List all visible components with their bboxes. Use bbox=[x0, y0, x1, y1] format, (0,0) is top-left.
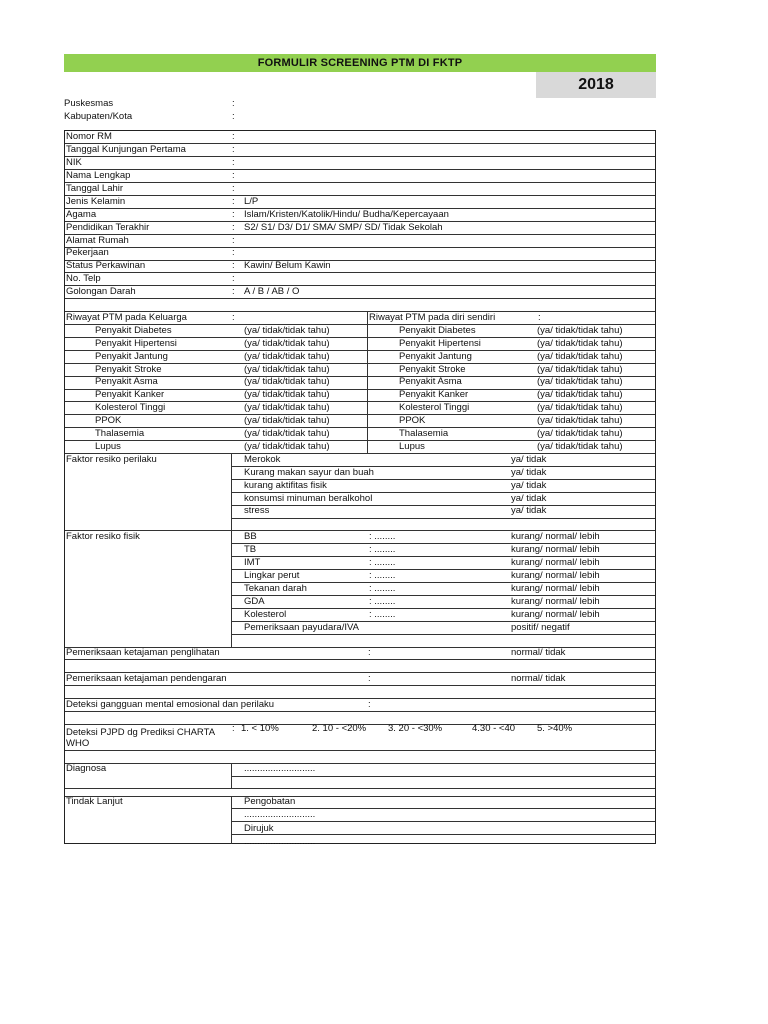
identity-colon: : bbox=[232, 195, 235, 207]
behavior-risk-label: Kurang makan sayur dan buah bbox=[244, 466, 374, 478]
self-history-colon: : bbox=[538, 311, 541, 323]
pjpd-option[interactable]: 1. < 10% bbox=[241, 723, 279, 735]
identity-colon: : bbox=[232, 170, 235, 181]
follow-up-referral-field[interactable]: ........................... bbox=[244, 835, 316, 847]
riwayat-divider bbox=[367, 312, 368, 454]
self-disease-option[interactable]: (ya/ tidak/tidak tahu) bbox=[537, 402, 623, 414]
diagnosis-divider bbox=[231, 763, 232, 789]
identity-colon: : bbox=[232, 273, 235, 285]
identity-label: Alamat Rumah bbox=[66, 234, 129, 246]
physical-risk-dots[interactable]: : ........ bbox=[369, 531, 396, 543]
row-divider bbox=[65, 788, 655, 789]
row-divider bbox=[65, 337, 655, 338]
screening-form-table bbox=[64, 130, 656, 847]
family-disease-label: Penyakit Stroke bbox=[95, 363, 162, 375]
identity-value[interactable]: L/P bbox=[244, 195, 259, 207]
family-disease-label: Penyakit Asma bbox=[95, 376, 158, 388]
identity-colon: : bbox=[232, 208, 235, 220]
exam-option[interactable]: normal/ tidak bbox=[511, 673, 566, 685]
pjpd-option[interactable]: 2. 10 - <20% bbox=[312, 723, 367, 735]
diagnosis-label: Diagnosa bbox=[66, 763, 107, 775]
self-disease-option[interactable]: (ya/ tidak/tidak tahu) bbox=[537, 337, 623, 349]
row-divider bbox=[65, 324, 655, 325]
row-divider bbox=[65, 659, 655, 660]
identity-label: Tanggal Lahir bbox=[66, 182, 124, 194]
identity-label: Nama Lengkap bbox=[66, 170, 131, 181]
physical-risk-label: BB bbox=[244, 531, 257, 543]
physical-risk-dots[interactable]: : ........ bbox=[369, 595, 396, 607]
family-disease-option[interactable]: (ya/ tidak/tidak tahu) bbox=[244, 440, 330, 452]
pjpd-option[interactable]: 5. >40% bbox=[537, 723, 573, 735]
behavior-risk-option[interactable]: ya/ tidak bbox=[511, 466, 547, 478]
kabupaten-label: Kabupaten/Kota bbox=[64, 111, 133, 122]
puskesmas-colon: : bbox=[232, 98, 235, 109]
pjpd-label: Deteksi PJPD dg Prediksi CHARTA bbox=[66, 727, 216, 739]
row-divider bbox=[231, 776, 655, 777]
diagnosis-field[interactable]: ........................... bbox=[244, 763, 316, 775]
family-disease-label: Penyakit Diabetes bbox=[95, 324, 172, 336]
identity-value[interactable]: Kawin/ Belum Kawin bbox=[244, 260, 331, 272]
physical-risk-option[interactable]: kurang/ normal/ lebih bbox=[511, 608, 600, 620]
row-divider bbox=[65, 376, 655, 377]
identity-colon: : bbox=[232, 260, 235, 272]
family-disease-label: Lupus bbox=[95, 440, 121, 452]
self-disease-option[interactable]: (ya/ tidak/tidak tahu) bbox=[537, 389, 623, 401]
family-disease-label: Penyakit Kanker bbox=[95, 389, 165, 401]
physical-risk-label: Kolesterol bbox=[244, 608, 287, 620]
physical-risk-dots[interactable]: : ........ bbox=[369, 544, 396, 556]
pjpd-label-who: WHO bbox=[66, 737, 90, 749]
family-disease-option[interactable]: (ya/ tidak/tidak tahu) bbox=[244, 324, 330, 336]
row-divider bbox=[65, 247, 655, 248]
family-disease-option[interactable]: (ya/ tidak/tidak tahu) bbox=[244, 428, 330, 439]
identity-label: Pekerjaan bbox=[66, 247, 109, 259]
identity-colon: : bbox=[232, 247, 235, 259]
identity-value[interactable]: A / B / AB / O bbox=[244, 286, 300, 298]
self-history-title: Riwayat PTM pada diri sendiri bbox=[369, 311, 496, 323]
row-divider bbox=[65, 272, 655, 273]
row-divider bbox=[65, 401, 655, 402]
identity-value[interactable]: S2/ S1/ D3/ D1/ SMA/ SMP/ SD/ Tidak Sekolah bbox=[244, 221, 443, 233]
physical-risk-option[interactable]: kurang/ normal/ lebih bbox=[511, 569, 600, 581]
row-divider bbox=[65, 298, 655, 299]
row-divider bbox=[231, 821, 655, 822]
row-divider bbox=[65, 350, 655, 351]
self-disease-label: Penyakit Asma bbox=[399, 376, 462, 388]
family-disease-label: Kolesterol Tinggi bbox=[95, 402, 166, 414]
year-label: 2018 bbox=[536, 72, 656, 98]
physical-risk-label: Pemeriksaan payudara/IVA bbox=[244, 621, 359, 633]
behavior-risk-option[interactable]: ya/ tidak bbox=[511, 492, 547, 504]
physical-risk-label: Lingkar perut bbox=[244, 569, 300, 581]
self-disease-label: Thalasemia bbox=[399, 428, 449, 439]
physical-risk-option[interactable]: positif/ negatif bbox=[511, 621, 570, 633]
physical-risk-dots[interactable]: : ........ bbox=[369, 569, 396, 581]
row-divider bbox=[231, 634, 655, 635]
physical-risk-dots[interactable]: : ........ bbox=[369, 608, 396, 620]
physical-risk-option[interactable]: kurang/ normal/ lebih bbox=[511, 557, 600, 568]
identity-label: No. Telp bbox=[66, 273, 101, 285]
self-disease-option[interactable]: (ya/ tidak/tidak tahu) bbox=[537, 350, 623, 362]
row-divider bbox=[231, 834, 655, 835]
row-divider bbox=[65, 763, 655, 764]
family-disease-option[interactable]: (ya/ tidak/tidak tahu) bbox=[244, 350, 330, 362]
identity-colon: : bbox=[232, 144, 235, 156]
exam-option[interactable]: normal/ tidak bbox=[511, 647, 566, 659]
exam-label: Pemeriksaan ketajaman penglihatan bbox=[66, 647, 220, 659]
physical-risk-label: TB bbox=[244, 544, 257, 556]
behavior-risk-label: konsumsi minuman beralkohol bbox=[244, 492, 373, 504]
follow-up-treatment-field[interactable]: ........................... bbox=[244, 808, 316, 820]
kabupaten-field[interactable] bbox=[64, 110, 364, 123]
identity-colon: : bbox=[232, 286, 235, 298]
self-disease-option[interactable]: (ya/ tidak/tidak tahu) bbox=[537, 376, 623, 388]
family-disease-option[interactable]: (ya/ tidak/tidak tahu) bbox=[244, 363, 330, 375]
physical-risk-dots[interactable]: : ........ bbox=[369, 557, 396, 568]
identity-colon: : bbox=[232, 182, 235, 194]
puskesmas-field[interactable] bbox=[64, 97, 364, 110]
family-history-colon: : bbox=[232, 311, 235, 323]
family-disease-label: PPOK bbox=[95, 415, 122, 427]
self-disease-label: Penyakit Hipertensi bbox=[399, 337, 481, 349]
physical-risk-option[interactable]: kurang/ normal/ lebih bbox=[511, 582, 600, 594]
self-disease-option[interactable]: (ya/ tidak/tidak tahu) bbox=[537, 415, 623, 427]
exam-colon: : bbox=[368, 673, 371, 685]
row-divider bbox=[65, 260, 655, 261]
follow-up-label: Tindak Lanjut bbox=[66, 795, 123, 807]
row-divider bbox=[65, 414, 655, 415]
family-disease-label: Penyakit Hipertensi bbox=[95, 337, 177, 349]
row-divider bbox=[65, 156, 655, 157]
form-title: FORMULIR SCREENING PTM DI FKTP bbox=[64, 54, 656, 72]
physical-risk-label: Tekanan darah bbox=[244, 582, 307, 594]
physical-risk-option[interactable]: kurang/ normal/ lebih bbox=[511, 595, 600, 607]
physical-risk-dots[interactable]: : ........ bbox=[369, 582, 396, 594]
row-divider bbox=[231, 505, 655, 506]
family-disease-option[interactable]: (ya/ tidak/tidak tahu) bbox=[244, 389, 330, 401]
pjpd-colon: : bbox=[232, 723, 235, 735]
identity-colon: : bbox=[232, 234, 235, 246]
physical-divider bbox=[231, 531, 232, 647]
identity-label: Status Perkawinan bbox=[66, 260, 146, 272]
physical-risk-option[interactable]: kurang/ normal/ lebih bbox=[511, 531, 600, 543]
follow-up-referral[interactable]: Dirujuk bbox=[244, 822, 274, 834]
physical-risk-label: GDA bbox=[244, 595, 265, 607]
self-disease-label: Lupus bbox=[399, 440, 425, 452]
family-history-title: Riwayat PTM pada Keluarga bbox=[66, 311, 187, 323]
row-divider bbox=[65, 685, 655, 686]
follow-up-treatment[interactable]: Pengobatan bbox=[244, 795, 296, 807]
self-disease-option[interactable]: (ya/ tidak/tidak tahu) bbox=[537, 363, 623, 375]
row-divider bbox=[65, 182, 655, 183]
self-disease-label: PPOK bbox=[399, 415, 426, 427]
kabupaten-colon: : bbox=[232, 111, 235, 122]
pjpd-option[interactable]: 4.30 - <40 bbox=[472, 723, 516, 735]
physical-risk-label: IMT bbox=[244, 557, 261, 568]
family-disease-label: Penyakit Jantung bbox=[95, 350, 168, 362]
behavior-divider bbox=[231, 454, 232, 531]
exam-colon: : bbox=[368, 698, 371, 710]
family-disease-label: Thalasemia bbox=[95, 428, 145, 439]
family-disease-option[interactable]: (ya/ tidak/tidak tahu) bbox=[244, 402, 330, 414]
row-divider bbox=[65, 363, 655, 364]
self-disease-label: Penyakit Kanker bbox=[399, 389, 469, 401]
identity-colon: : bbox=[232, 157, 235, 169]
identity-colon: : bbox=[232, 131, 235, 143]
family-disease-option[interactable]: (ya/ tidak/tidak tahu) bbox=[244, 376, 330, 388]
exam-label: Pemeriksaan ketajaman pendengaran bbox=[66, 673, 227, 685]
identity-value[interactable]: Islam/Kristen/Katolik/Hindu/ Budha/Kepercayaan bbox=[244, 208, 449, 220]
behavior-risk-label: kurang aktifitas fisik bbox=[244, 479, 327, 491]
physical-risk-title: Faktor resiko fisik bbox=[66, 531, 140, 543]
behavior-risk-label: Merokok bbox=[244, 453, 281, 465]
behavior-risk-option[interactable]: ya/ tidak bbox=[511, 479, 547, 491]
row-divider bbox=[65, 234, 655, 235]
row-divider bbox=[65, 750, 655, 751]
behavior-risk-option[interactable]: ya/ tidak bbox=[511, 505, 547, 517]
family-disease-option[interactable]: (ya/ tidak/tidak tahu) bbox=[244, 337, 330, 349]
identity-label: Tanggal Kunjungan Pertama bbox=[66, 144, 186, 156]
self-disease-option[interactable]: (ya/ tidak/tidak tahu) bbox=[537, 324, 623, 336]
row-divider bbox=[65, 440, 655, 441]
row-divider bbox=[65, 796, 655, 797]
row-divider bbox=[65, 711, 655, 712]
identity-label: NIK bbox=[66, 157, 82, 169]
row-divider bbox=[65, 389, 655, 390]
self-disease-label: Penyakit Stroke bbox=[399, 363, 466, 375]
exam-label: Deteksi gangguan mental emosional dan perilaku bbox=[66, 698, 275, 710]
puskesmas-label: Puskesmas bbox=[64, 98, 114, 109]
row-divider bbox=[65, 285, 655, 286]
identity-label: Golongan Darah bbox=[66, 286, 136, 298]
identity-label: Pendidikan Terakhir bbox=[66, 221, 150, 233]
row-divider bbox=[231, 518, 655, 519]
self-disease-label: Penyakit Diabetes bbox=[399, 324, 476, 336]
row-divider bbox=[65, 195, 655, 196]
self-disease-label: Penyakit Jantung bbox=[399, 350, 472, 362]
self-disease-option[interactable]: (ya/ tidak/tidak tahu) bbox=[537, 440, 623, 452]
self-disease-option[interactable]: (ya/ tidak/tidak tahu) bbox=[537, 428, 623, 439]
behavior-risk-title: Faktor resiko perilaku bbox=[66, 453, 157, 465]
self-disease-label: Kolesterol Tinggi bbox=[399, 402, 470, 414]
identity-label: Agama bbox=[66, 208, 97, 220]
pjpd-option[interactable]: 3. 20 - <30% bbox=[388, 723, 443, 735]
identity-colon: : bbox=[232, 221, 235, 233]
identity-label: Jenis Kelamin bbox=[66, 195, 126, 207]
family-disease-option[interactable]: (ya/ tidak/tidak tahu) bbox=[244, 415, 330, 427]
identity-label: Nomor RM bbox=[66, 131, 112, 143]
behavior-risk-option[interactable]: ya/ tidak bbox=[511, 453, 547, 465]
follow-up-divider bbox=[231, 797, 232, 845]
row-divider bbox=[65, 427, 655, 428]
row-divider bbox=[65, 169, 655, 170]
behavior-risk-label: stress bbox=[244, 505, 270, 517]
physical-risk-option[interactable]: kurang/ normal/ lebih bbox=[511, 544, 600, 556]
exam-colon: : bbox=[368, 647, 371, 659]
